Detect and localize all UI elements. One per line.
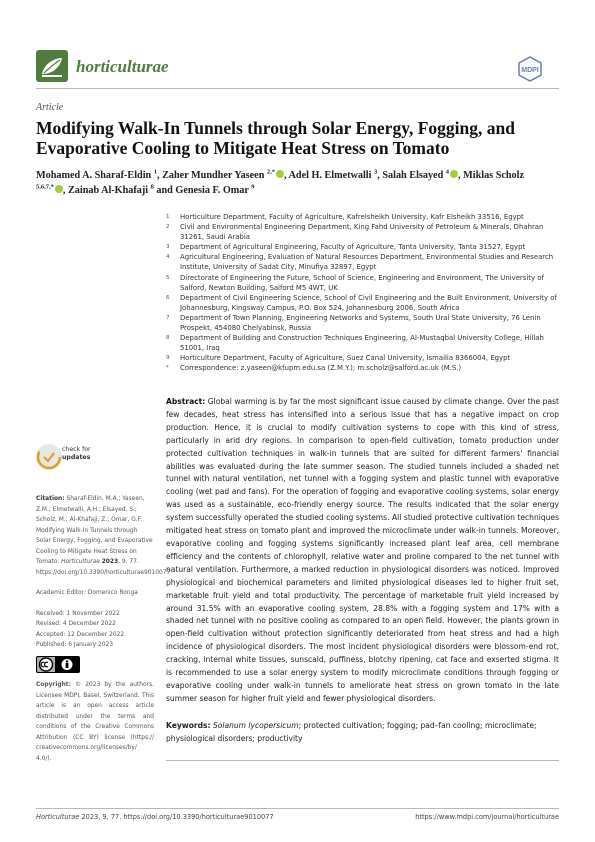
paper-title: Modifying Walk-In Tunnels through Solar Energy, Fogging, and Evaporative Cooling to Mitigate Heat Stress on Tomato (36, 118, 515, 158)
author-affiliation-sup: 9 (251, 183, 255, 191)
keyword-species: Solanum lycopersicum (212, 721, 299, 730)
affiliation-text: Correspondence: z.yaseen@kfupm.edu.sa (Z.M.Y.); m.scholz@salford.ac.uk (M.S.) (180, 364, 462, 373)
cc-by-license-icon[interactable] (36, 656, 80, 673)
affiliation-number: 2 (166, 224, 170, 231)
author-affiliation-sup: 1 (153, 168, 157, 176)
header-divider (36, 88, 559, 89)
citation (36, 494, 171, 578)
affiliation-text: Agricultural Engineering, Evaluation of Natural Resources Department, Environmental Studies and Research Institute, University of Sadat City, Minufiya 32897, Egypt (180, 253, 554, 272)
affiliation-number: 3 (166, 244, 170, 251)
orcid-icon[interactable] (276, 170, 284, 178)
affiliation-item (166, 273, 566, 293)
check-line-2: updates (62, 453, 91, 461)
copyright-text: © 2023 by the authors. Licensee MDPI, Basel, Switzerland. This article is an open access article distributed under the terms and conditions of the Creative Commons Attribution (CC BY) license (https:// creativecommons.org/licenses/by/ 4.0/). (36, 682, 154, 762)
revised-date: Revised: 4 December 2022 (36, 621, 116, 627)
affiliation-item (166, 212, 566, 222)
author-name (289, 170, 378, 181)
affiliation-number: 5 (166, 274, 170, 281)
affiliation-text: Department of Building and Construction Techniques Engineering, Al-Mustaqbal University College, Hillah 51001, Iraq (180, 334, 544, 353)
affiliation-item (166, 353, 566, 363)
received-date: Received: 1 November 2022 (36, 610, 120, 617)
citation-journal: Horticulturae (61, 559, 100, 565)
abstract-label: Abstract: (166, 397, 206, 406)
affiliation-item (166, 333, 566, 353)
mdpi-logo-text: MDPI (521, 67, 539, 74)
affiliation-number: 9 (166, 355, 170, 362)
author-affiliation-sup: 8 (150, 183, 154, 191)
article-type: Article (36, 102, 64, 113)
affiliation-number: * (166, 365, 169, 372)
affiliation-item (166, 242, 566, 252)
footer-journal: Horticulturae (36, 813, 80, 821)
footer-url[interactable]: https://www.mdpi.com/journal/horticulturae (415, 813, 559, 821)
author-name-text: Zaher Mundher Yaseen (162, 170, 265, 181)
journal-logo-icon (36, 50, 68, 82)
author-name-text: Miklas Scholz (463, 170, 524, 181)
check-line-1: check for (62, 446, 91, 453)
author-name (382, 170, 458, 181)
author-name (162, 170, 284, 181)
author-affiliation-sup: 4 (445, 168, 450, 176)
affiliation-number: 7 (166, 314, 170, 321)
author-name (36, 170, 157, 181)
author-affiliation-sup: 5,6,7,* (36, 183, 54, 191)
affiliation-number: 1 (166, 214, 170, 220)
check-for-updates-label[interactable] (62, 446, 91, 461)
keywords-label: Keywords: (166, 721, 211, 730)
affiliation-number: 4 (166, 254, 170, 261)
copyright-notice (36, 680, 154, 764)
affiliation-text: Department of Town Planning, Engineering Networks and Systems, South Ural State University, 76 Lenin Prospekt, 454080 Chelyabinsk, Russia (180, 313, 541, 333)
keywords-divider (166, 760, 559, 761)
author-name (68, 185, 154, 196)
affiliation-item (166, 363, 566, 373)
orcid-icon[interactable] (450, 170, 458, 178)
journal-name: horticulturae (76, 57, 169, 76)
footer-doi[interactable]: 2023, 9, 77. https://doi.org/10.3390/horticulturae9010077 (81, 813, 274, 821)
affiliation-text: Directorate of Engineering the Future, School of Science, Engineering and Environment, The University of Salford, Newton Building, Salford M5 4WT, UK (180, 273, 544, 292)
copyright-label: Copyright: (36, 682, 71, 688)
author-name-text: Salah Elsayed (382, 170, 444, 181)
affiliation-text: Civil and Environmental Engineering Department, King Fahd University of Petroleum & Minerals, Dhahran 31261, Saudi Arabia (180, 223, 544, 242)
author-list: Mohamed A. Sharaf-Eldin $^1$, Zaher Mundher Yaseen $^{2,*}$ , Adel H. Elmetwalli $^3$, Salah Elsayed $^4$ , Miklas Scholz $^{5,6,7,*}$ , Zainab Al-Khafaji $^8$ and Genesia F. Omar $^9$ (36, 168, 524, 196)
keywords-text: ; protected cultivation; fogging; pad–fan cooling; microclimate; physiological disorders; productivity (166, 721, 537, 743)
author-name-text: Mohamed A. Sharaf-Eldin (36, 170, 152, 181)
keywords (166, 720, 559, 746)
affiliation-text: Horticulture Department, Faculty of Agriculture, Suez Canal University, Ismailia 8366004, Egypt (180, 354, 511, 363)
abstract (166, 396, 559, 706)
affiliation-number: 8 (166, 335, 170, 342)
author-name-text: Adel H. Elmetwalli (288, 170, 372, 181)
affiliation-item (166, 222, 566, 242)
affiliation-item (166, 252, 566, 272)
author-name (175, 185, 254, 196)
footer-divider (36, 808, 559, 809)
author-affiliation-sup: 2,* (266, 168, 276, 176)
accepted-date: Accepted: 12 December 2022 (36, 631, 125, 638)
affiliations (166, 212, 566, 374)
abstract-text: Global warming is by far the most significant issue caused by climate change. Over the past few decades, heat stress has intensified into a serious issue that has a negative impact on crop production. Hence, it is crucial to modify cultivation systems to cope with this kind of stress, particularly in arid dry regions. In comparison to open-field cultivation, tomato production under protected cultivation techniques in walk-in tunnels that are suited for different farmers' financial abilities was evaluated during the late summer season. The studied tunnels included a shaded net tunnel with natural ventilation, net tunnel with a fogging system and plastic tunnel with evaporative cooling (wet pad and fans). For the operation of fogging and evaporative cooling systems, solar energy was used as a sustainable, eco-friendly energy source. The results indicated that the solar energy system successfully operated the studied cooling systems. All studied protective cultivation techniques mitigated heat stress on tomato plant and improved the microclimate under walk-in tunnels. Moreover, evaporative cooling and fogging systems significantly increased plant leaf area, cell membrane efficiency and the contents of chlorophyll, relative water and proline compared to the net tunnel with natural ventilation. Furthermore, a marked reduction in physiological disorders was noticed. Improved physiological and biochemical parameters and limited physiological diseases led to higher fruit set, marketable fruit yield and total productivity. The percentage of marketable fruit yield increased by around 31.5% with an evaporative cooling system, 28.8% with a fogging system and 17% with a shaded net tunnel with no positive cooling as compared to an open field. However, the plants grown in open-field cultivation without protection significantly deteriorated from heat stress and had a high incidence of physiological disorders. The most incident physiological disorders were blossom-end rot, cracking, internal white tissues, sunscald, puffiness, blotchy ripening, cat face and exserted stigma. It is recommended to use a solar energy system to modify microclimate conditions through fogging or evaporative cooling under walk-in tunnels to ameliorate heat stress on grown tomato in the late summer season for higher fruit yield and fewer physiological disorders. (166, 397, 559, 703)
affiliation-item (166, 313, 566, 333)
author-name-text: Zainab Al-Khafaji (67, 185, 149, 196)
citation-text: Sharaf-Eldin, M.A.; Yaseen, Z.M.; Elmetwalli, A.H.; Elsayed, S.; Scholz, M.; Al-Khafaji, Z.; Omar, G.F. Modifying Walk-In Tunnels through Solar Energy, Fogging, and Evaporative Cooling to Mitigate Heat Stress on Tomato. (36, 496, 153, 565)
author-affiliation-sup: 3 (374, 168, 378, 176)
citation-sidebar (36, 494, 171, 651)
orcid-icon[interactable] (55, 185, 63, 193)
affiliation-item (166, 293, 566, 313)
published-date: Published: 6 January 2023 (36, 642, 114, 648)
check-for-updates-icon[interactable] (36, 444, 62, 470)
author-name-text: Genesia F. Omar (175, 185, 249, 196)
footer-citation (36, 813, 274, 821)
academic-editor: Academic Editor: Domenico Ronga (36, 590, 138, 596)
citation-year: 2023 (101, 559, 119, 565)
citation-volume[interactable]: , 9, 77. https://doi.org/10.3390/horticulturae9010077 (36, 559, 171, 576)
affiliation-number: 6 (166, 294, 170, 301)
mdpi-logo-icon (517, 56, 543, 82)
citation-label: Citation: (36, 496, 65, 502)
affiliation-text: Department of Civil Engineering Science, School of Civil Engineering and the Built Environment, University of Johannesburg, Kingsway Campus, P.O. Box 524, Johannesburg 2006, South Africa (180, 293, 557, 312)
affiliation-text: Department of Agricultural Engineering, Faculty of Agriculture, Tanta University, Tanta 31527, Egypt (180, 243, 526, 252)
affiliation-text: Horticulture Department, Faculty of Agriculture, Kafrelsheikh University, Kafr Elsheikh 33516, Egypt (180, 213, 524, 221)
